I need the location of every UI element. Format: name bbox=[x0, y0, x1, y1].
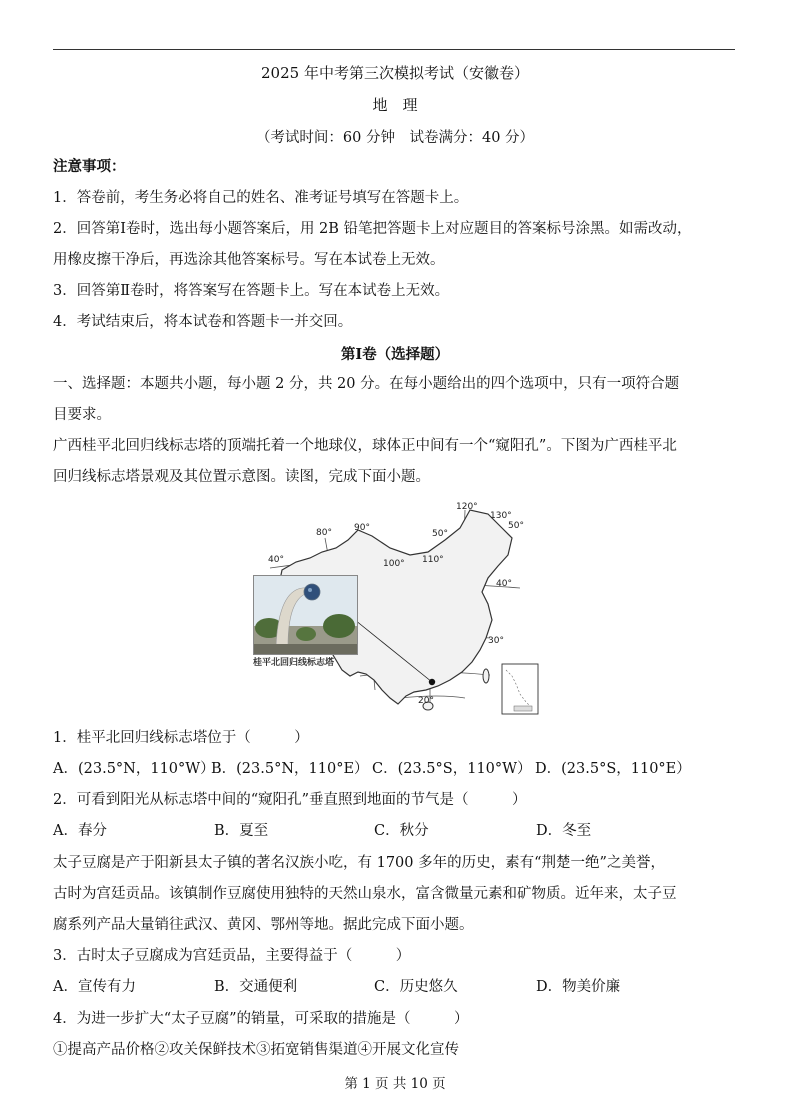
notice-item: 3．回答第Ⅱ卷时，将答案写在答题卡上。写在本试卷上无效。 bbox=[53, 283, 450, 299]
label-130e: 130° bbox=[490, 511, 512, 521]
q2-option-c[interactable]: C．秋分 bbox=[374, 823, 429, 839]
notice-heading: 注意事项： bbox=[53, 158, 126, 175]
tower-location-dot bbox=[429, 679, 435, 685]
question-1-stem: 1．桂平北回归线标志塔位于（ ） bbox=[53, 730, 309, 746]
q1-option-b[interactable]: B．(23.5°N，110°E） bbox=[211, 761, 369, 777]
q1-option-d[interactable]: D．(23.5°S，110°E） bbox=[535, 761, 691, 777]
label-80e: 80° bbox=[316, 528, 332, 538]
q2-option-a[interactable]: A．春分 bbox=[53, 823, 107, 839]
q3-option-d[interactable]: D．物美价廉 bbox=[536, 979, 621, 995]
label-110e: 110° bbox=[422, 555, 444, 565]
notice-item: 1．答卷前，考生务必将自己的姓名、准考证号填写在答题卡上。 bbox=[53, 190, 469, 206]
label-20n: 20° bbox=[418, 696, 434, 706]
passage-line: 古时为宫廷贡品。该镇制作豆腐使用独特的天然山泉水，富含微量元素和矿物质。近年来，太子豆 bbox=[53, 886, 677, 902]
page-footer: 第 1 页 共 10 页 bbox=[344, 1076, 446, 1092]
label-120e: 120° bbox=[456, 502, 478, 512]
passage-line: 广西桂平北回归线标志塔的顶端托着一个地球仪，球体正中间有一个“窥阳孔”。下图为广西桂平北 bbox=[53, 438, 677, 454]
passage-line: 回归线标志塔景观及其位置示意图。读图，完成下面小题。 bbox=[53, 469, 430, 485]
subject-title: 地 理 bbox=[372, 96, 418, 114]
question-3-stem: 3．古时太子豆腐成为宫廷贡品，主要得益于（ ） bbox=[53, 948, 411, 964]
notice-item: 2．回答第Ⅰ卷时，选出每小题答案后，用 2B 铅笔把答题卡上对应题目的答案标号涂黑。如需改动， bbox=[53, 221, 692, 237]
section-title: 第Ⅰ卷（选择题） bbox=[340, 346, 450, 363]
label-40n-east: 40° bbox=[496, 579, 512, 589]
notice-item: 用橡皮擦干净后，再选涂其他答案标号。写在本试卷上无效。 bbox=[53, 252, 445, 268]
notice-item: 4．考试结束后，将本试卷和答题卡一并交回。 bbox=[53, 314, 353, 330]
photo-caption: 桂平北回归线标志塔 bbox=[253, 658, 335, 668]
section-intro: 一、选择题：本题共小题，每小题 2 分，共 20 分。在每小题给出的四个选项中，只有一项符合题 bbox=[53, 376, 680, 392]
exam-info: （考试时间：60 分钟 试卷满分：40 分） bbox=[255, 130, 535, 146]
exam-title: 2025 年中考第三次模拟考试（安徽卷） bbox=[261, 64, 529, 82]
q2-option-b[interactable]: B．夏至 bbox=[214, 823, 269, 839]
label-40n-west: 40° bbox=[268, 555, 284, 565]
q1-option-a[interactable]: A．(23.5°N，110°W） bbox=[53, 761, 215, 777]
header-rule bbox=[53, 49, 735, 50]
label-30n: 30° bbox=[488, 636, 504, 646]
label-50n: 50° bbox=[432, 529, 448, 539]
q1-option-c[interactable]: C．(23.5°S，110°W） bbox=[372, 761, 532, 777]
tower-photo-illustration bbox=[254, 576, 357, 654]
question-4-choices: ①提高产品价格②攻关保鲜技术③拓宽销售渠道④开展文化宣传 bbox=[53, 1042, 459, 1058]
q2-option-d[interactable]: D．冬至 bbox=[536, 823, 592, 839]
question-2-stem: 2．可看到阳光从标志塔中间的“窥阳孔”垂直照到地面的节气是（ ） bbox=[53, 792, 527, 808]
question-4-stem: 4．为进一步扩大“太子豆腐”的销量，可采取的措施是（ ） bbox=[53, 1011, 469, 1027]
section-intro: 目要求。 bbox=[53, 407, 111, 423]
tower-photo bbox=[253, 575, 358, 655]
label-50n-east: 50° bbox=[508, 521, 524, 531]
label-100e: 100° bbox=[383, 559, 405, 569]
taiwan-island bbox=[483, 669, 489, 683]
label-90e: 90° bbox=[354, 523, 370, 533]
q3-option-c[interactable]: C．历史悠久 bbox=[374, 979, 458, 995]
passage-line: 太子豆腐是产于阳新县太子镇的著名汉族小吃，有 1700 多年的历史，素有“荆楚一绝”之美誉， bbox=[53, 855, 665, 871]
q3-option-a[interactable]: A．宣传有力 bbox=[53, 979, 136, 995]
q3-option-b[interactable]: B．交通便利 bbox=[214, 979, 298, 995]
passage-line: 腐系列产品大量销往武汉、黄冈、鄂州等地。据此完成下面小题。 bbox=[53, 917, 474, 933]
